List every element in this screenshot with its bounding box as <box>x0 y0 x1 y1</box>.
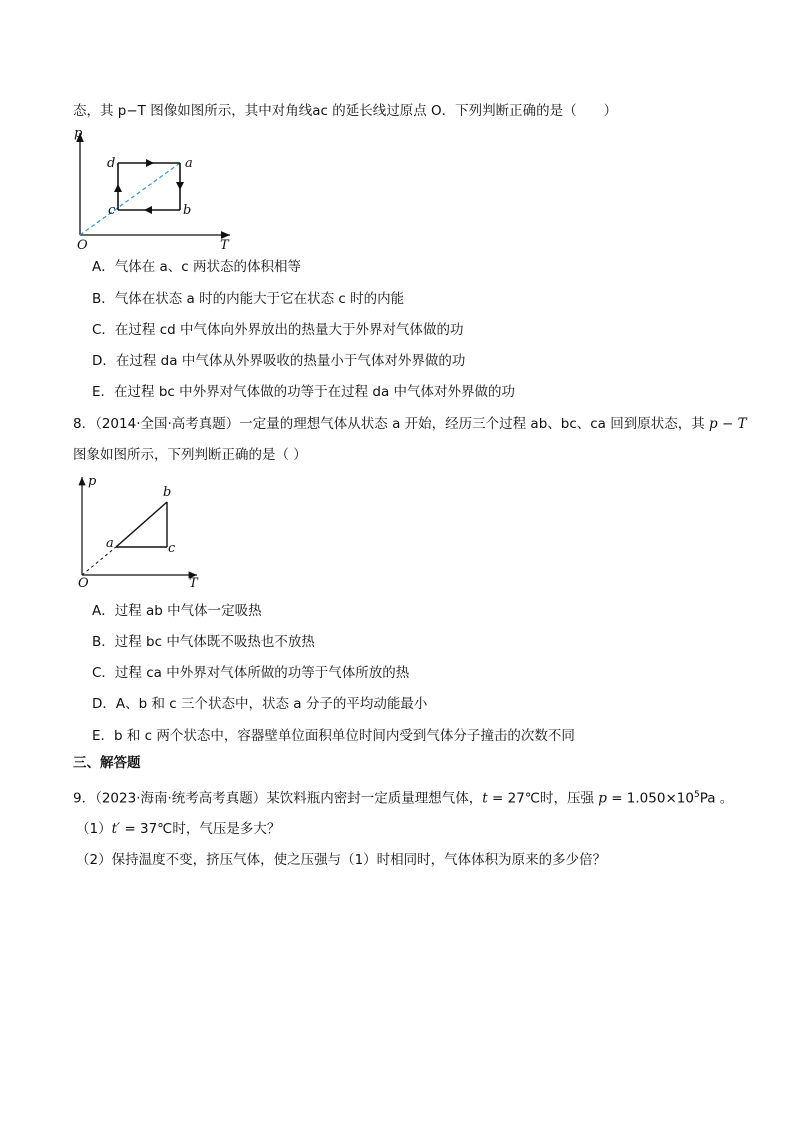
q8-option-d: D．A、b 和 c 三个状态中，状态 a 分子的平均动能最小 <box>92 696 428 712</box>
q7-option-c: C．在过程 cd 中气体向外界放出的热量大于外界对气体做的功 <box>92 322 464 338</box>
q8-label-c: c <box>168 541 176 556</box>
q9-stem <box>73 786 733 808</box>
q7-label-p: p <box>74 126 83 141</box>
section-title: 三、解答题 <box>73 755 141 771</box>
q9-stem-prefix: 9．（2023·海南·统考高考真题）某饮料瓶内密封一定质量理想气体， <box>73 790 483 807</box>
q8-option-c: C．过程 ca 中外界对气体所做的功等于气体所放的热 <box>92 665 410 681</box>
q9-stem-t: t <box>482 790 488 807</box>
q9-stem-p-unit: Pa 。 <box>699 790 734 807</box>
q8-label-a: a <box>106 536 114 551</box>
q8-stem-line1 <box>73 415 747 433</box>
q9-sub1 <box>76 820 280 838</box>
q9-sub1-rest: = 37℃时，气压是多大？ <box>120 821 281 837</box>
q7-label-T: T <box>220 238 229 250</box>
q9-sub1-t: t′ <box>111 821 121 837</box>
q7-label-d: d <box>107 156 116 171</box>
q7-label-a: a <box>185 156 193 171</box>
q7-option-a: A．气体在 a、c 两状态的体积相等 <box>92 259 302 275</box>
q7-option-e: E．在过程 bc 中外界对气体做的功等于在过程 da 中气体对外界做的功 <box>92 384 516 400</box>
q8-label-T: T <box>189 576 198 590</box>
q7-label-c: c <box>108 203 116 218</box>
q7-pt-diagram <box>70 125 240 250</box>
q9-stem-t-value: = 27℃时，压强 <box>487 790 599 807</box>
q8-option-b: B．过程 bc 中气体既不吸热也不放热 <box>92 634 315 650</box>
q7-arrow-cd <box>114 184 122 192</box>
q7-arrow-bc <box>144 206 152 214</box>
q8-stem-line2: 图象如图所示，下列判断正确的是（ ） <box>73 447 307 463</box>
q8-label-p: p <box>88 474 97 489</box>
q7-option-b: B．气体在状态 a 时的内能大于它在状态 c 时的内能 <box>92 291 405 307</box>
q7-arrow-da <box>146 159 154 167</box>
q7-arrow-ab <box>176 182 184 190</box>
q9-stem-p-exponent: 5 <box>693 790 700 800</box>
q8-stem-text: 8．（2014·全国·高考真题）一定量的理想气体从状态 a 开始，经历三个过程 ab、bc、ca 回到原状态，其 <box>73 416 705 432</box>
q8-stem-math: p − T <box>709 416 747 432</box>
q9-stem-p-value: = 1.050×10 <box>606 790 694 807</box>
q8-dashed-origin-a <box>82 547 116 575</box>
q9-sub1-prefix: （1） <box>76 821 112 837</box>
q8-path-ab <box>116 502 167 547</box>
q8-pt-diagram <box>72 472 207 590</box>
q8-option-a: A．过程 ab 中气体一定吸热 <box>92 603 262 619</box>
q8-label-b: b <box>163 485 172 500</box>
q8-option-e: E．b 和 c 两个状态中，容器壁单位面积单位时间内受到气体分子撞击的次数不同 <box>92 728 575 744</box>
q7-option-d: D．在过程 da 中气体从外界吸收的热量小于气体对外界做的功 <box>92 353 466 369</box>
q8-label-O: O <box>78 576 89 590</box>
q7-label-b: b <box>183 203 192 218</box>
q7-stem-tail: 态，其 p−T 图像如图所示，其中对角线ac 的延长线过原点 O．下列判断正确的是（ ） <box>73 103 618 119</box>
q7-diagonal-ac <box>80 163 180 235</box>
q7-label-O: O <box>77 238 88 250</box>
q9-sub2: （2）保持温度不变，挤压气体，使之压强与（1）时相同时，气体体积为原来的多少倍？ <box>76 852 607 868</box>
q9-stem-p: p <box>598 790 607 807</box>
